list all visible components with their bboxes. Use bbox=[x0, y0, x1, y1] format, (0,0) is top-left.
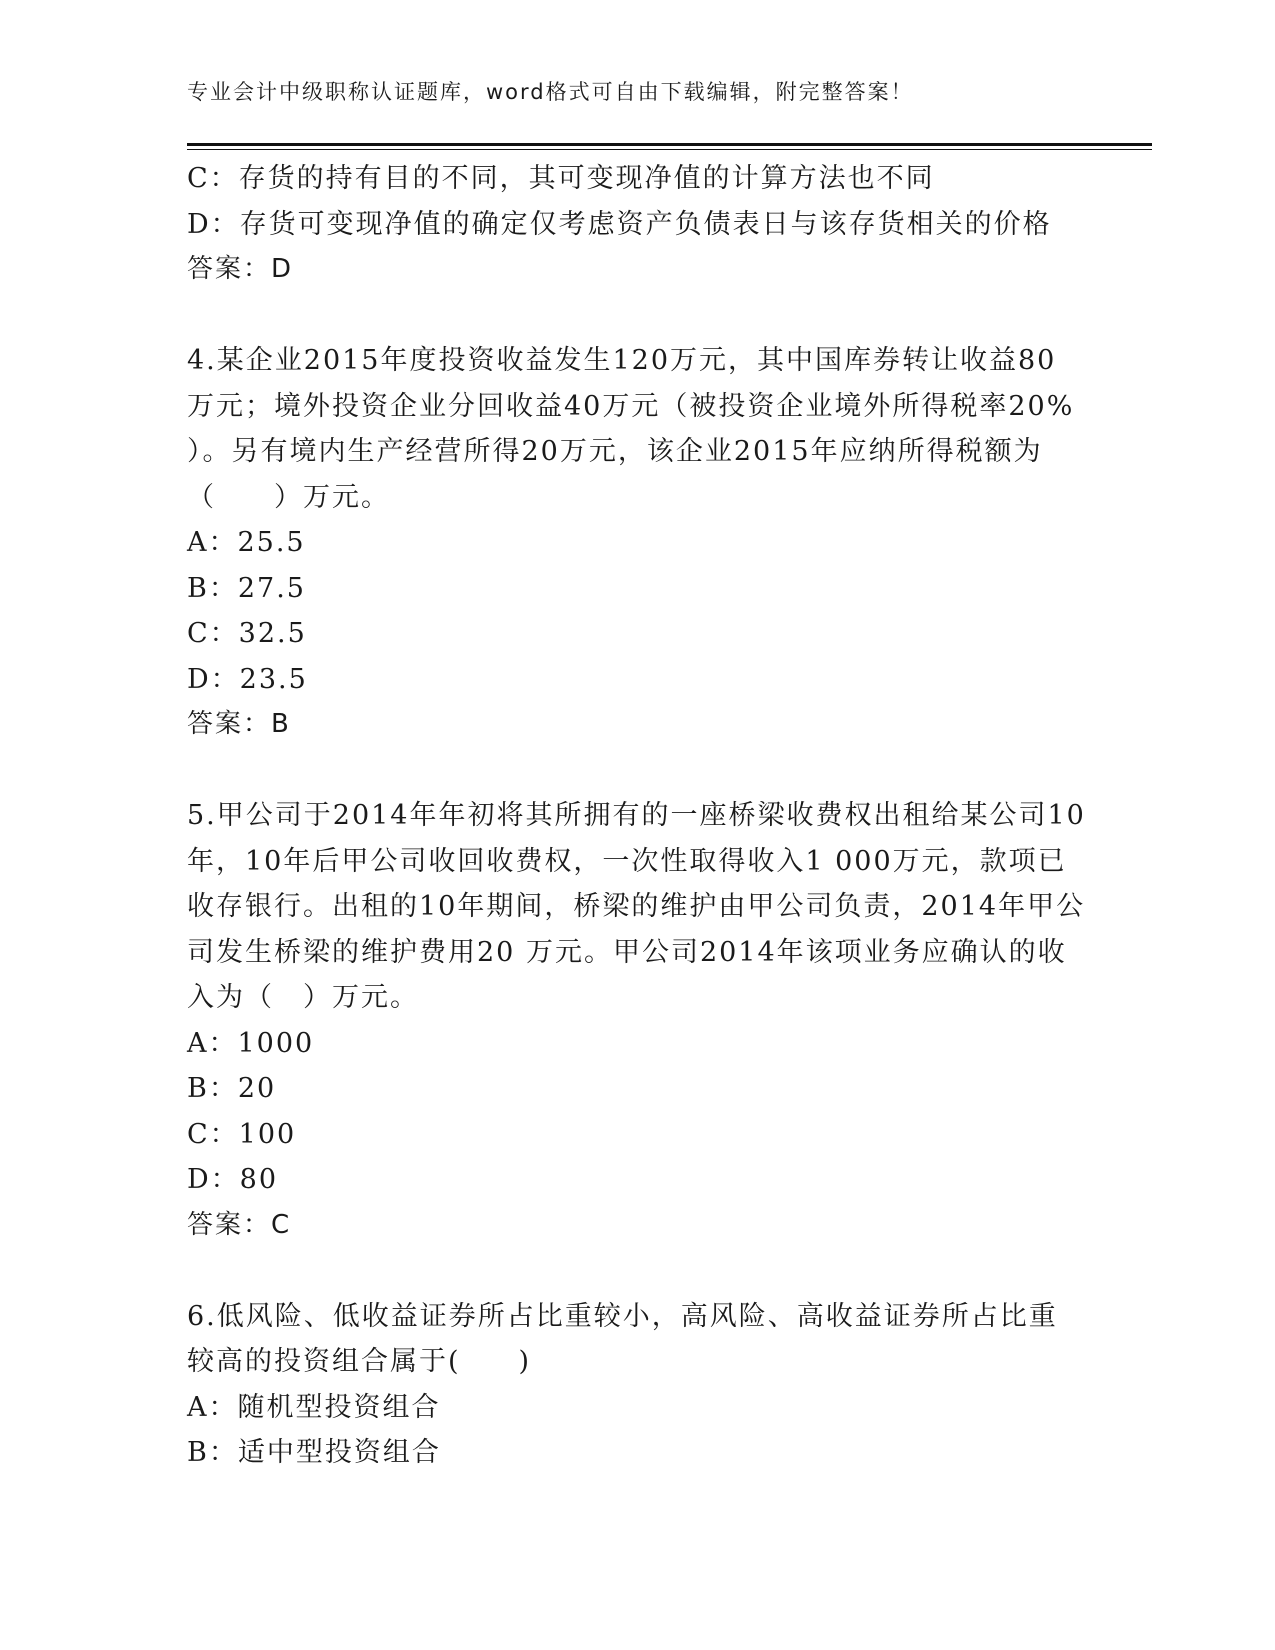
question-3-tail bbox=[187, 156, 1087, 293]
q4-answer: 答案：B bbox=[187, 709, 291, 739]
q3-answer: 答案：D bbox=[187, 254, 294, 284]
q4-stem-line: ）。另有境内生产经营所得20万元，该企业2015年应纳所得税额为 bbox=[187, 436, 1043, 467]
q4-option-c: C：32.5 bbox=[187, 618, 307, 649]
q4-option-a: A：25.5 bbox=[187, 527, 306, 558]
q3-option-c: C：存货的持有目的不同，其可变现净值的计算方法也不同 bbox=[187, 163, 935, 194]
question-gap bbox=[187, 748, 1087, 794]
q6-stem-line: 6.低风险、低收益证券所占比重较小，高风险、高收益证券所占比重 bbox=[187, 1300, 1058, 1332]
q4-option-b: B：27.5 bbox=[187, 572, 306, 604]
header-divider-thick bbox=[187, 143, 1152, 146]
q5-option-a: A：1000 bbox=[187, 1027, 315, 1059]
q5-stem-line: 5.甲公司于2014年年初将其所拥有的一座桥梁收费权出租给某公司10 bbox=[187, 800, 1086, 831]
question-6 bbox=[187, 1294, 1087, 1476]
q4-stem-line: （ ）万元。 bbox=[187, 481, 390, 513]
q6-option-b: B：适中型投资组合 bbox=[187, 1437, 441, 1468]
document-body bbox=[187, 156, 1087, 1476]
q4-stem-line: 4.某企业2015年度投资收益发生120万元，其中国库券转让收益80 bbox=[187, 345, 1057, 376]
q5-answer: 答案：C bbox=[187, 1209, 292, 1240]
q5-option-d: D：80 bbox=[187, 1164, 279, 1195]
question-gap bbox=[187, 1248, 1087, 1294]
q5-option-c: C：100 bbox=[187, 1118, 297, 1150]
page-header-title: 专业会计中级职称认证题库，word格式可自由下载编辑，附完整答案！ bbox=[187, 80, 914, 104]
q5-stem-line: 收存银行。出租的10年期间，桥梁的维护由甲公司负责，2014年甲公 bbox=[187, 891, 1086, 922]
q5-option-b: B：20 bbox=[187, 1073, 277, 1104]
question-5 bbox=[187, 793, 1087, 1248]
q5-stem-line: 司发生桥梁的维护费用20 万元。甲公司2014年该项业务应确认的收 bbox=[187, 936, 1067, 968]
header-divider-thin bbox=[187, 149, 1152, 150]
q6-option-a: A：随机型投资组合 bbox=[187, 1391, 441, 1423]
q4-stem-line: 万元；境外投资企业分回收益40万元（被投资企业境外所得税率20% bbox=[187, 390, 1075, 422]
question-gap bbox=[187, 293, 1087, 339]
q6-stem-line: 较高的投资组合属于( ) bbox=[187, 1346, 532, 1377]
question-4 bbox=[187, 338, 1087, 748]
q3-option-d: D：存货可变现净值的确定仅考虑资产负债表日与该存货相关的价格 bbox=[187, 208, 1052, 240]
q5-stem-line: 入为（ ）万元。 bbox=[187, 982, 419, 1013]
q4-option-d: D：23.5 bbox=[187, 663, 308, 695]
q5-stem-line: 年，10年后甲公司收回收费权，一次性取得收入1 000万元，款项已 bbox=[187, 845, 1067, 877]
